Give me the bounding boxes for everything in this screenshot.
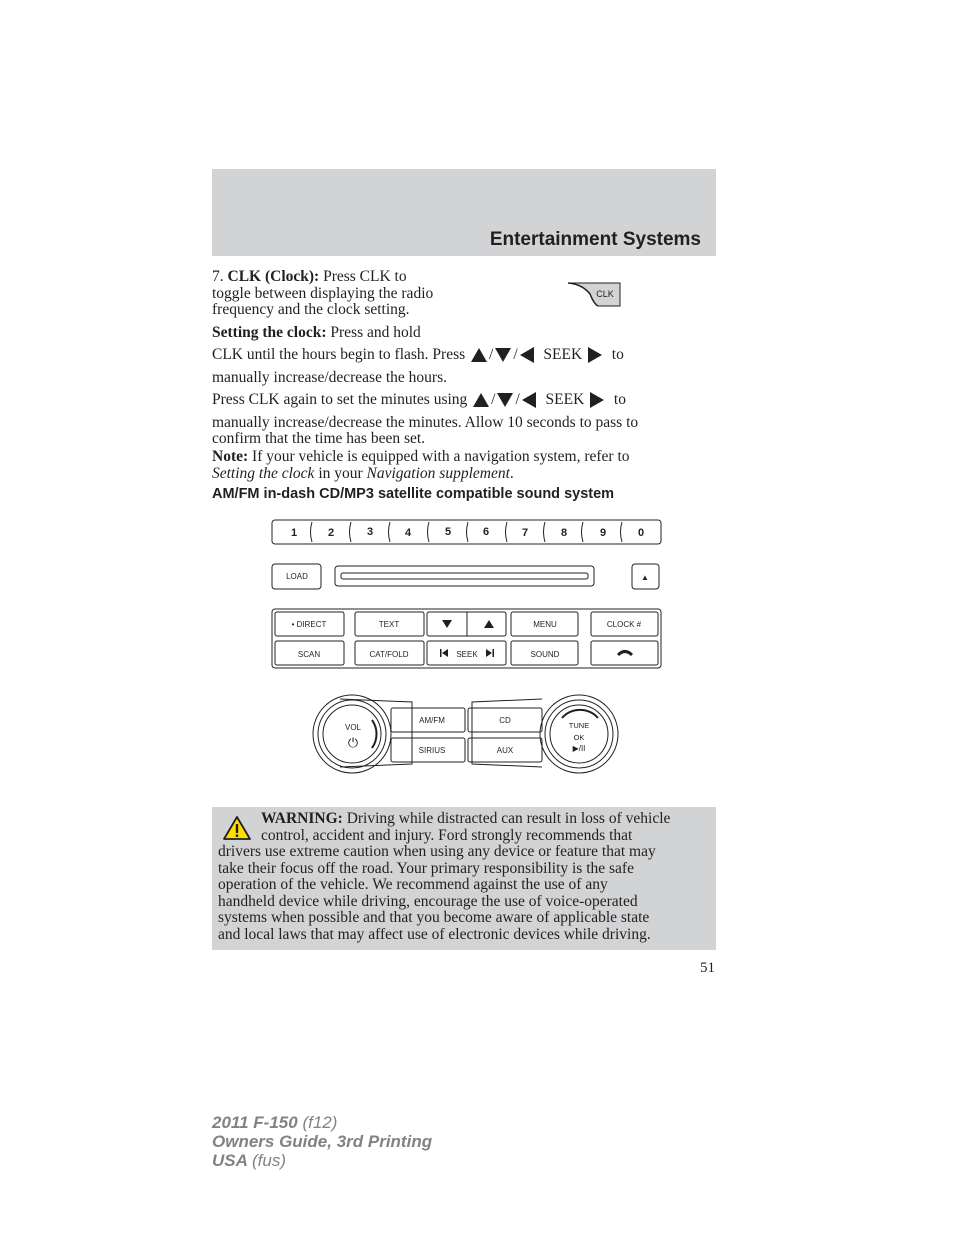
warning-line: operation of the vehicle. We recommend against the use of any xyxy=(218,876,608,893)
setting-clock-text4: Press CLK again to set the minutes using xyxy=(212,391,468,408)
setting-clock-text1: Press and hold xyxy=(330,324,421,341)
setting-clock-line3: manually increase/decrease the hours. xyxy=(212,369,447,386)
play-pause-icon: ▶/II xyxy=(572,744,586,753)
clock-label: CLOCK # xyxy=(606,620,642,629)
preset-0: 0 xyxy=(637,527,645,539)
clk-item-line2: toggle between displaying the radio xyxy=(212,285,434,302)
up-arrow-icon xyxy=(473,393,489,407)
note-ref-setting-clock: Setting the clock xyxy=(212,465,315,482)
radio-faceplate-diagram xyxy=(262,512,672,784)
warning-line: handheld device while driving, encourage the use of voice-operated xyxy=(218,892,638,910)
setting-clock-line1 xyxy=(212,325,421,342)
clk-item-number: 7. xyxy=(212,268,224,285)
section-title: Entertainment Systems xyxy=(489,229,701,250)
seek-word: SEEK xyxy=(545,391,585,408)
ok-label: OK xyxy=(573,733,585,742)
setting-clock-text2: CLK until the hours begin to flash. Press xyxy=(212,346,466,363)
preset-4: 4 xyxy=(404,527,412,539)
load-label: LOAD xyxy=(286,572,308,581)
note-label: Note: xyxy=(212,448,249,465)
note-line2 xyxy=(212,466,514,483)
vol-label: VOL xyxy=(344,723,362,732)
amfm-label: AM/FM xyxy=(419,716,445,725)
note-text1: If your vehicle is equipped with a navigation system, refer to xyxy=(252,448,630,465)
slash-separator: / xyxy=(513,346,518,363)
text-label: TEXT xyxy=(378,620,400,629)
power-icon: ⏻ xyxy=(347,735,359,750)
preset-1: 1 xyxy=(290,527,298,539)
seek-left-arrow-icon xyxy=(522,392,536,408)
seek-right-arrow-icon xyxy=(590,392,604,408)
note-ref-nav-supplement: Navigation supplement xyxy=(366,465,510,482)
footer-guide: Owners Guide, 3rd Printing xyxy=(212,1132,433,1151)
preset-6: 6 xyxy=(482,526,490,538)
seek-label: SEEK xyxy=(456,650,478,659)
clk-item-text1: Press CLK to xyxy=(323,268,407,285)
slash-separator: / xyxy=(489,346,494,363)
tune-label: TUNE xyxy=(568,721,590,730)
preset-3: 3 xyxy=(366,526,374,538)
slash-separator: / xyxy=(491,391,496,408)
seek-word: SEEK xyxy=(543,346,583,363)
warning-line: take their focus off the road. Your primary responsibility is the safe xyxy=(218,859,634,877)
clk-item-title: CLK (Clock): xyxy=(227,268,320,285)
warning-text xyxy=(218,811,710,943)
preset-5: 5 xyxy=(444,526,452,538)
cd-label: CD xyxy=(499,716,511,725)
slash-separator: / xyxy=(515,391,520,408)
aux-label: AUX xyxy=(496,746,514,755)
page-number: 51 xyxy=(700,960,715,976)
direct-label: • DIRECT xyxy=(291,620,327,629)
setting-clock-line5: manually increase/decrease the minutes. Allow 10 seconds to pass to xyxy=(212,414,639,431)
note-text2: in your xyxy=(318,465,363,482)
menu-label: MENU xyxy=(533,620,557,629)
seek-forward-icon xyxy=(486,649,494,657)
note-line1 xyxy=(212,449,630,466)
setting-clock-title: Setting the clock: xyxy=(212,324,327,341)
sound-label: SOUND xyxy=(530,650,560,659)
warning-label: WARNING: xyxy=(261,810,343,827)
warning-line: drivers use extreme caution when using any device or feature that may xyxy=(218,843,656,860)
preset-2: 2 xyxy=(327,527,335,539)
preset-7: 7 xyxy=(521,527,529,539)
setting-clock-line6: confirm that the time has been set. xyxy=(212,430,426,447)
up-arrow-icon xyxy=(484,620,494,628)
to-word: to xyxy=(613,391,626,408)
seek-back-icon xyxy=(440,649,448,657)
scan-label: SCAN xyxy=(297,650,321,659)
down-arrow-icon xyxy=(495,348,511,362)
subheading: AM/FM in-dash CD/MP3 satellite compatible sound system xyxy=(212,486,615,502)
down-arrow-icon xyxy=(497,393,513,407)
eject-icon: ▲ xyxy=(641,573,649,582)
footer xyxy=(212,1113,432,1170)
down-arrow-icon xyxy=(442,620,452,628)
warning-box xyxy=(212,807,716,950)
clk-button-label: CLK xyxy=(596,289,614,299)
to-word: to xyxy=(611,346,624,363)
warning-line: systems when possible and that you become aware of applicable state xyxy=(218,909,650,926)
sirius-label: SIRIUS xyxy=(418,746,446,755)
seek-right-arrow-icon xyxy=(588,347,602,363)
clk-button-illustration xyxy=(564,280,624,310)
preset-9: 9 xyxy=(599,527,607,539)
footer-model: 2011 F-150 xyxy=(212,1113,298,1132)
footer-model-code: (f12) xyxy=(302,1113,338,1132)
preset-8: 8 xyxy=(560,527,568,539)
catfold-label: CAT/FOLD xyxy=(369,650,409,659)
setting-clock-line4 xyxy=(212,390,626,410)
footer-region: USA xyxy=(212,1151,248,1170)
note-period: . xyxy=(509,465,514,482)
phone-icon xyxy=(618,652,632,656)
warning-line-first: Driving while distracted can result in loss of vehicle xyxy=(346,810,671,827)
up-arrow-icon xyxy=(471,348,487,362)
seek-left-arrow-icon xyxy=(520,347,534,363)
clk-item-line3: frequency and the clock setting. xyxy=(212,301,410,318)
warning-line: and local laws that may affect use of electronic devices while driving. xyxy=(218,925,651,943)
warning-line: control, accident and injury. Ford strongly recommends that xyxy=(261,826,633,844)
setting-clock-line2 xyxy=(212,345,624,365)
footer-region-code: (fus) xyxy=(252,1151,286,1170)
section-header-band xyxy=(212,169,716,256)
clk-item-line1 xyxy=(212,269,407,286)
